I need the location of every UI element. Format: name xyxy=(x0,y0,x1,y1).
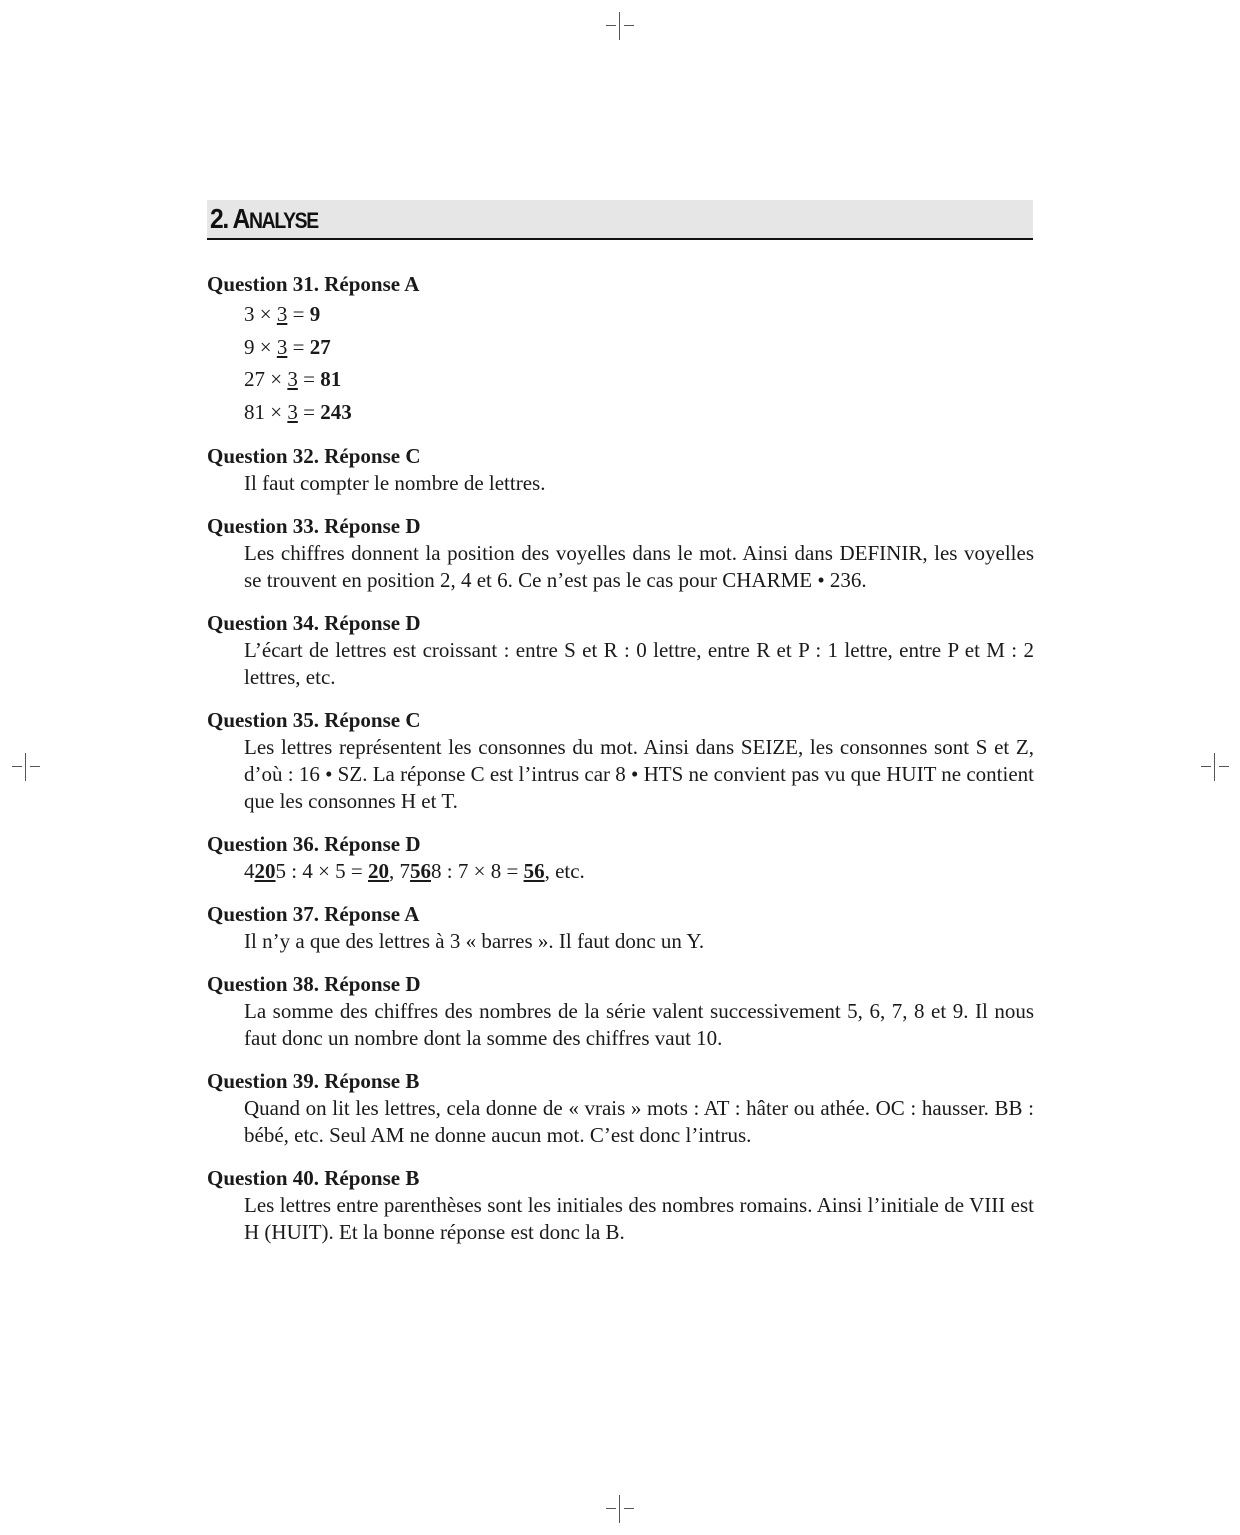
equation-line: 81 × 3 = 243 xyxy=(244,399,352,424)
question-40-title: Question 40. Réponse B xyxy=(207,1166,420,1190)
question-40-body: Les lettres entre parenthèses sont les initiales des nombres romains. Ainsi l’initiale de VIII est H (HUIT). Et la bonne réponse est donc la B. xyxy=(244,1193,1034,1244)
question-33-body: Les chiffres donnent la position des voyelles dans le mot. Ainsi dans DEFINIR, les voyelles se trouvent en position 2, 4 et 6. Ce n’est pas le cas pour CHARME • 236. xyxy=(244,541,1034,592)
question-32-title: Question 32. Réponse C xyxy=(207,444,421,468)
question-38-title: Question 38. Réponse D xyxy=(207,972,421,996)
question-32-body: Il faut compter le nombre de lettres. xyxy=(244,471,546,495)
question-37-body: Il n’y a que des lettres à 3 « barres ». Il faut donc un Y. xyxy=(244,929,705,953)
question-32 xyxy=(207,442,1034,497)
question-35-body: Les lettres représentent les consonnes du mot. Ainsi dans SEIZE, les consonnes sont S et Z, d’où : 16 • SZ. La réponse C est l’intrus car 8 • HTS ne convient pas vu que HUIT ne contient que les consonnes H et T. xyxy=(244,735,1034,813)
question-37-title: Question 37. Réponse A xyxy=(207,902,420,926)
question-31-body xyxy=(244,298,1034,428)
question-33 xyxy=(207,512,1034,594)
question-36 xyxy=(207,830,1034,885)
question-31-title: Question 31. Réponse A xyxy=(207,272,420,296)
section-header xyxy=(207,200,1033,240)
question-39-body: Quand on lit les lettres, cela donne de « vrais » mots : AT : hâter ou athée. OC : hausser. BB : bébé, etc. Seul AM ne donne aucun mot. C’est donc l’intrus. xyxy=(244,1096,1034,1147)
question-39-title: Question 39. Réponse B xyxy=(207,1069,420,1093)
answers-content xyxy=(207,270,1034,1246)
crop-mark-top xyxy=(606,12,634,40)
question-34-body: L’écart de lettres est croissant : entre S et R : 0 lettre, entre R et P : 1 lettre, entre P et M : 2 lettres, etc. xyxy=(244,638,1034,689)
question-34-title: Question 34. Réponse D xyxy=(207,611,421,635)
question-38-body: La somme des chiffres des nombres de la série valent successivement 5, 6, 7, 8 et 9. Il nous faut donc un nombre dont la somme des chiffres vaut 10. xyxy=(244,999,1034,1050)
section-title: 2. ANALYSE xyxy=(210,203,318,234)
question-35-title: Question 35. Réponse C xyxy=(207,708,421,732)
question-34 xyxy=(207,609,1034,691)
question-40 xyxy=(207,1164,1034,1246)
question-38 xyxy=(207,970,1034,1052)
question-35 xyxy=(207,706,1034,815)
question-36-title: Question 36. Réponse D xyxy=(207,832,421,856)
question-37 xyxy=(207,900,1034,955)
question-36-body: 4205 : 4 × 5 = 20, 7568 : 7 × 8 = 56, etc. xyxy=(244,859,585,883)
question-31 xyxy=(207,270,1034,428)
question-33-title: Question 33. Réponse D xyxy=(207,514,421,538)
equation-line: 3 × 3 = 9 xyxy=(244,302,321,326)
equation-line: 27 × 3 = 81 xyxy=(244,367,342,391)
question-39 xyxy=(207,1067,1034,1149)
crop-mark-right xyxy=(1201,753,1229,781)
equation-line: 9 × 3 = 27 xyxy=(244,334,331,359)
crop-mark-left xyxy=(12,753,40,781)
crop-mark-bottom xyxy=(606,1495,634,1523)
